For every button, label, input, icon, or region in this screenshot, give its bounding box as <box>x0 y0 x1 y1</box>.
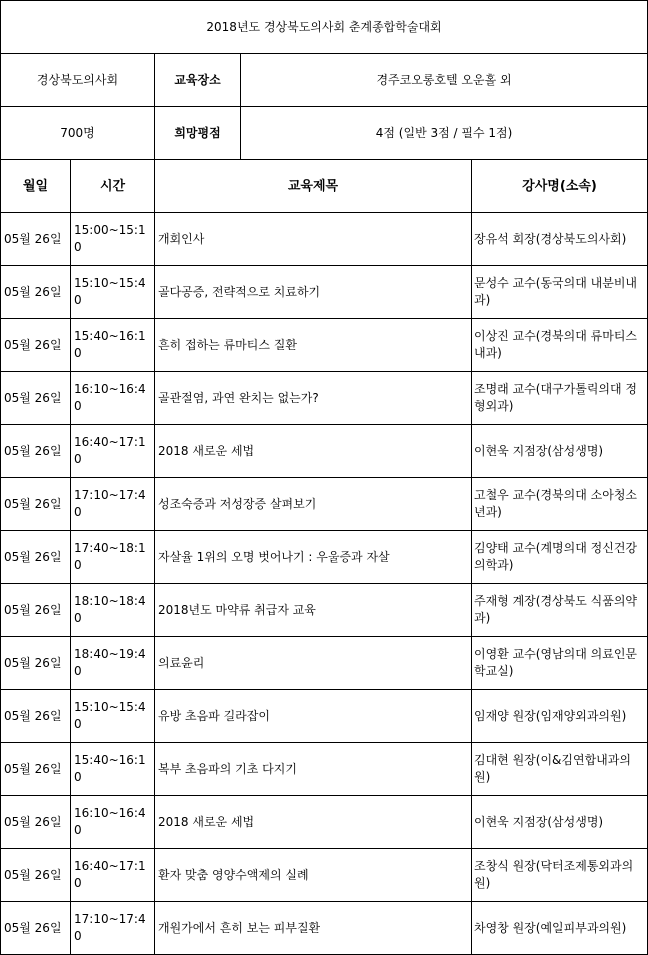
session-date: 05월 26일 <box>1 319 71 372</box>
session-time: 17:10~17:40 <box>71 478 155 531</box>
session-time: 15:10~15:40 <box>71 690 155 743</box>
session-time: 17:10~17:40 <box>71 902 155 955</box>
session-lecturer: 임재양 원장(임재양외과의원) <box>472 690 648 743</box>
table-row <box>1 690 648 743</box>
session-date: 05월 26일 <box>1 213 71 266</box>
table-row <box>1 531 648 584</box>
session-subject: 골다공증, 전략적으로 치료하기 <box>155 266 472 319</box>
session-lecturer: 문성수 교수(동국의대 내분비내과) <box>472 266 648 319</box>
credits-label: 희망평점 <box>155 107 241 160</box>
session-lecturer: 차영창 원장(예일피부과의원) <box>472 902 648 955</box>
session-lecturer: 이상진 교수(경북의대 류마티스내과) <box>472 319 648 372</box>
attendee-count-cell: 700명 <box>1 107 155 160</box>
session-lecturer: 김양태 교수(계명의대 정신건강의학과) <box>472 531 648 584</box>
table-row <box>1 584 648 637</box>
organizer-cell: 경상북도의사회 <box>1 54 155 107</box>
session-date: 05월 26일 <box>1 796 71 849</box>
session-subject: 유방 초음파 길라잡이 <box>155 690 472 743</box>
session-lecturer: 고철우 교수(경북의대 소아청소년과) <box>472 478 648 531</box>
session-date: 05월 26일 <box>1 531 71 584</box>
session-date: 05월 26일 <box>1 372 71 425</box>
session-time: 16:40~17:10 <box>71 425 155 478</box>
info-row-venue <box>1 54 648 107</box>
session-subject: 2018년도 마약류 취급자 교육 <box>155 584 472 637</box>
session-date: 05월 26일 <box>1 478 71 531</box>
time-header: 시간 <box>71 160 155 213</box>
table-row <box>1 372 648 425</box>
session-date: 05월 26일 <box>1 266 71 319</box>
session-lecturer: 김대현 원장(이&김연합내과의원) <box>472 743 648 796</box>
table-row <box>1 849 648 902</box>
session-time: 15:10~15:40 <box>71 266 155 319</box>
subject-header: 교육제목 <box>155 160 472 213</box>
session-subject: 성조숙증과 저성장증 살펴보기 <box>155 478 472 531</box>
session-time: 18:10~18:40 <box>71 584 155 637</box>
session-subject: 흔히 접하는 류마티스 질환 <box>155 319 472 372</box>
venue-label: 교육장소 <box>155 54 241 107</box>
session-time: 18:40~19:40 <box>71 637 155 690</box>
table-row <box>1 213 648 266</box>
session-date: 05월 26일 <box>1 637 71 690</box>
session-subject: 환자 맞춤 영양수액제의 실례 <box>155 849 472 902</box>
session-lecturer: 이현욱 지점장(삼성생명) <box>472 425 648 478</box>
session-date: 05월 26일 <box>1 902 71 955</box>
session-time: 15:40~16:10 <box>71 319 155 372</box>
session-time: 15:00~15:10 <box>71 213 155 266</box>
info-row-credits <box>1 107 648 160</box>
session-lecturer: 조창식 원장(닥터조제통외과의원) <box>472 849 648 902</box>
session-subject: 개회인사 <box>155 213 472 266</box>
table-row <box>1 637 648 690</box>
session-list <box>1 213 648 955</box>
session-date: 05월 26일 <box>1 849 71 902</box>
table-row <box>1 796 648 849</box>
lecturer-header: 강사명(소속) <box>472 160 648 213</box>
date-header: 월일 <box>1 160 71 213</box>
venue-value: 경주코오롱호텔 오운홀 외 <box>241 54 648 107</box>
table-row <box>1 425 648 478</box>
session-time: 17:40~18:10 <box>71 531 155 584</box>
page-title: 2018년도 경상북도의사회 춘계종합학술대회 <box>1 1 648 54</box>
session-lecturer: 이현욱 지점장(삼성생명) <box>472 796 648 849</box>
session-subject: 복부 초음파의 기초 다지기 <box>155 743 472 796</box>
table-row <box>1 319 648 372</box>
table-row <box>1 266 648 319</box>
session-subject: 골관절염, 과연 완치는 없는가? <box>155 372 472 425</box>
session-lecturer: 조명래 교수(대구가톨릭의대 정형외과) <box>472 372 648 425</box>
session-subject: 자살율 1위의 오명 벗어나기 : 우울증과 자살 <box>155 531 472 584</box>
session-subject: 의료윤리 <box>155 637 472 690</box>
session-time: 16:10~16:40 <box>71 796 155 849</box>
session-time: 16:40~17:10 <box>71 849 155 902</box>
session-time: 16:10~16:40 <box>71 372 155 425</box>
session-subject: 2018 새로운 세법 <box>155 796 472 849</box>
session-time: 15:40~16:10 <box>71 743 155 796</box>
session-date: 05월 26일 <box>1 743 71 796</box>
session-lecturer: 주재형 계장(경상북도 식품의약과) <box>472 584 648 637</box>
table-row <box>1 478 648 531</box>
session-subject: 개원가에서 흔히 보는 피부질환 <box>155 902 472 955</box>
table-row <box>1 743 648 796</box>
session-subject: 2018 새로운 세법 <box>155 425 472 478</box>
session-date: 05월 26일 <box>1 425 71 478</box>
header-row <box>1 160 648 213</box>
session-lecturer: 이영환 교수(영남의대 의료인문학교실) <box>472 637 648 690</box>
session-date: 05월 26일 <box>1 584 71 637</box>
title-row <box>1 1 648 54</box>
session-lecturer: 장유석 회장(경상북도의사회) <box>472 213 648 266</box>
table-row <box>1 902 648 955</box>
credits-value: 4점 (일반 3점 / 필수 1점) <box>241 107 648 160</box>
session-date: 05월 26일 <box>1 690 71 743</box>
